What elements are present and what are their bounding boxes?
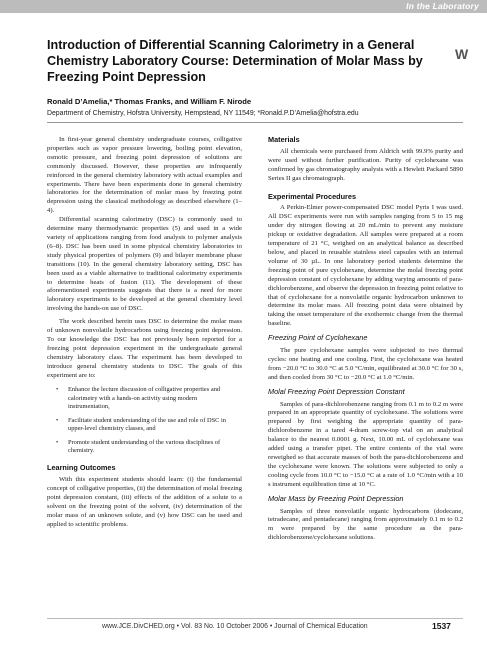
page-number: 1537 (432, 621, 451, 631)
molar-mass-paragraph: Samples of three nonvolatile organic hydrocarbons (dodecane, tetradecane, and pentadecane) ranging from approximately 0.1 m to 0.2 m were prepared by the same procedure as the para-dichlorobenzene/cyclohexane solutions. (268, 507, 463, 542)
section-label: In the Laboratory (406, 1, 479, 11)
list-item (47, 439, 242, 456)
footer-citation: www.JCE.DivCHED.org • Vol. 83 No. 10 October 2006 • Journal of Chemical Education (102, 623, 368, 630)
footer-divider (47, 618, 463, 619)
procedures-heading: Experimental Procedures (268, 191, 357, 201)
procedures-paragraph: A Perkin-Elmer power-compensated DSC model Pyris I was used. All DSC experiments were run with samples ranging from 5 to 15 mg under dry nitrogen flowing at 20 mL/min to prevent any moisture pickup or oxidative degradation. All samples were prepared at a room temperature of 21 °C, weighed on an analytical balance as described below, and placed in reusable stainless steel capsules with an internal volume of 30 µL. In one laboratory period students determine the freezing point of pure cyclohexane, determine the molal freezing point depression constant of cyclohexane by adding varying amounts of para-dichlorobenzene, and observe the depression in freezing point relative to that of cyclohexane for a nonvolatile organic hydrocarbon unknown to determine its molar mass. All freezing point data were obtained by taking the onset temperature of the exothermic change from the thermal baseline. (268, 204, 463, 328)
intro-paragraph-3: The work described herein uses DSC to determine the molar mass of unknown nonvolatile hydrocarbons using freezing point depression. To our knowledge the DSC has not previously been reported for a freezing point depression experiment in the undergraduate general chemistry laboratory class. The experiment has been developed to introduce general chemistry students to DSC. The goals of this experiment are to: (47, 318, 242, 379)
intro-paragraph-1: In first-year general chemistry undergraduate courses, colligative properties such as vapor pressure lowering, boiling point elevation, osmotic pressure, and freezing point depression of solutions are commonly discussed. However, these properties are infrequently reinforced in the general chemistry laboratory with actual examples and experiments. There have been experiments done in general chemistry laboratories for the determination of molar mass by freezing point depression using the classical methodology as described elsewhere (1–4). (47, 136, 242, 215)
goal-text-3: Promote student understanding of the various disciplines of chemistry. (68, 438, 221, 454)
intro-paragraph-2: Differential scanning calorimetry (DSC) is commonly used to determine many thermodynamic properties (5) and used in a wide variety of applications ranging from food analysis to polymer analysis (6–8). DSC has been used in some physical chemistry laboratories to study physical properties of polymers (9) and bilayer membrane phase transitions (10). In the general chemistry laboratory setting, DSC has been used as a viable alternative to traditional calorimetry experiments to determine heats of fusion (11). The development of these aforementioned experiments suggests that there is a need for more laboratory experiments to be developed at the general chemistry level involving the hands-on use of DSC. (47, 216, 242, 313)
materials-heading: Materials (268, 135, 300, 144)
molar-mass-heading: Molar Mass by Freezing Point Depression (268, 493, 404, 503)
section-header-band (0, 0, 487, 13)
molal-constant-heading: Molal Freezing Point Depression Constant (268, 386, 405, 396)
bullet-icon: • (56, 438, 59, 446)
bullet-icon: • (56, 416, 59, 424)
header-divider (47, 122, 463, 123)
goal-text-1: Enhance the lecture discussion of colligative properties and calorimetry with a hands-on activity using modern instrumentation, (68, 386, 221, 411)
goals-list (47, 386, 242, 455)
article-title: Introduction of Differential Scanning Calorimetry in a General Chemistry Laboratory Course: Determination of Molar Mass by Freezing Point Depression (47, 38, 423, 84)
article-authors: Ronald D’Amelia,* Thomas Franks, and William F. Nirode (47, 97, 252, 106)
list-item (47, 417, 242, 434)
right-column (268, 136, 463, 543)
list-item (47, 386, 242, 411)
molal-constant-paragraph: Samples of para-dichlorobenzene ranging from 0.1 m to 0.2 m were prepared in an appropriate quantity of cyclohexane. The solutions were prepared by first weighing the appropriate quantity of para-dichlorobenzene in a tared 4-dram screw-top vial on an analytical balance to the nearest 0.0001 g. Next, 10.00 mL of cyclohexane was added using a transfer pipet. The entire contents of the vial were reweighed so that accurate masses of both the para-dichlorobenzene and the cyclohexane were known. The solutions were subjected to only a cooling cycle from 10.0 °C to −15.0 °C at a rate of 1.0 °C/min with a 10 s instrument equilibration time at 10 °C. (268, 400, 463, 488)
goal-text-2: Facilitate student understanding of the use and role of DSC in upper-level chemistry classes, and (68, 416, 226, 433)
left-column (47, 136, 242, 530)
freezing-point-paragraph: The pure cyclohexane samples were subjected to two thermal cycles: one heating and one cooling. First, the cyclohexane was heated from −20.0 °C to 30.0 °C at 5.0 °C/min, equilibrated at 30.0 °C for 30 s, and then cooled from 30 °C to −20.0 °C at 1.0 °C/min. (268, 347, 463, 381)
author-affiliation: Department of Chemistry, Hofstra University, Hempstead, NY 11549; *Ronald.P.D’Amelia@hofstra.edu (47, 110, 359, 117)
learning-outcomes-heading: Learning Outcomes (47, 463, 116, 473)
bullet-icon: • (56, 386, 59, 394)
learning-outcomes-paragraph: With this experiment students should learn: (i) the fundamental concept of colligative properties, (ii) the determination of molal freezing point depression constant, (iii) effects of the addition of a solute to a solvent on the freezing point of the solvent, (iv) determination of the molar mass of an unknown solute, and (v) how DSC can be used and applied to scientific problems. (47, 476, 242, 528)
web-supplement-logo: W (455, 46, 469, 62)
materials-paragraph: All chemicals were purchased from Aldrich with 99.9% purity and were used without further purification. Purity of cyclohexane was confirmed by gas chromatography analysis with a Hewlett Packard 5890 Series II gas chromatograph. (268, 147, 463, 182)
freezing-point-heading: Freezing Point of Cyclohexane (268, 333, 368, 343)
